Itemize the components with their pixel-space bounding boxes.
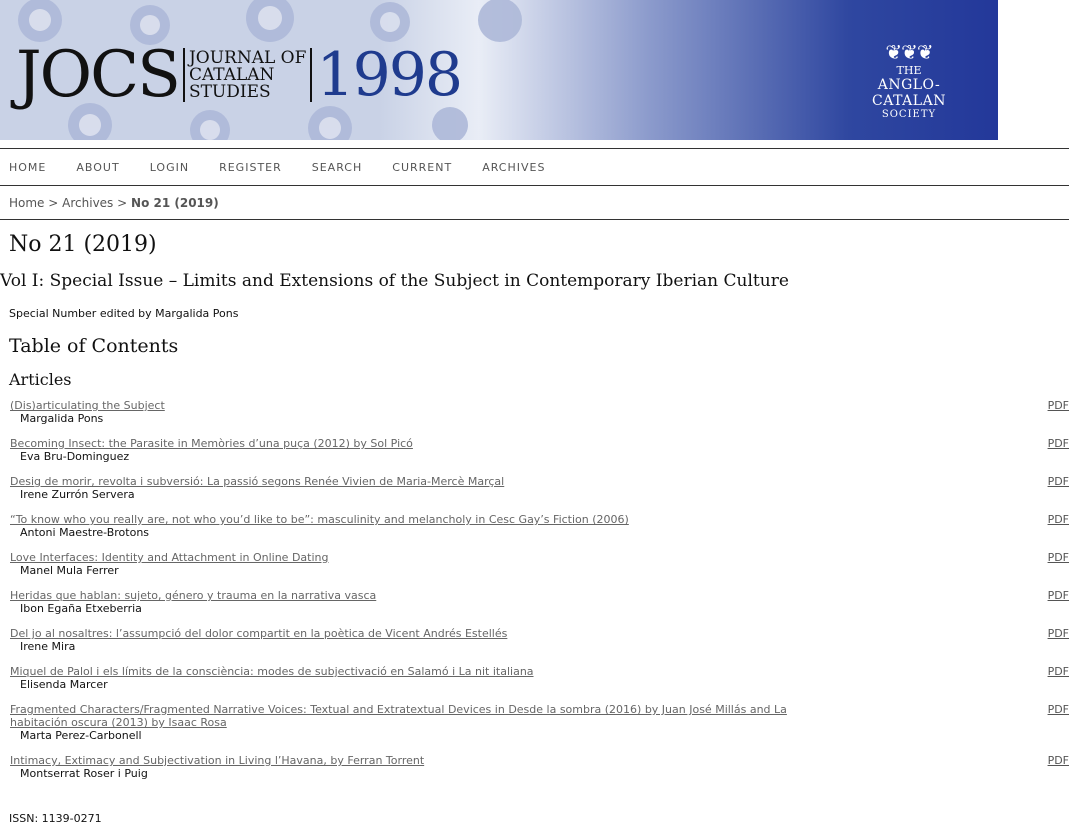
logo-journal-name bbox=[188, 47, 307, 102]
article-title-link[interactable]: Desig de morir, revolta i subversió: La passió segons Renée Vivien de Maria-Mercè Marçal bbox=[10, 475, 505, 488]
article-title-link[interactable]: Heridas que hablan: sujeto, género y trauma en la narrativa vasca bbox=[10, 589, 377, 602]
society-line-3: SOCIETY bbox=[881, 109, 937, 120]
pdf-link[interactable]: PDF bbox=[1047, 627, 1069, 640]
pdf-link[interactable]: PDF bbox=[1047, 665, 1069, 678]
list-item bbox=[0, 627, 1069, 665]
list-item bbox=[0, 703, 1069, 754]
toc-heading: Table of Contents bbox=[9, 335, 179, 357]
breadcrumb-home[interactable]: Home bbox=[9, 196, 45, 210]
breadcrumb-current[interactable]: No 21 (2019) bbox=[131, 196, 219, 210]
nav-register[interactable]: REGISTER bbox=[219, 160, 282, 174]
article-title-link[interactable]: (Dis)articulating the Subject bbox=[10, 399, 165, 412]
volume-title: Vol I: Special Issue – Limits and Extensions of the Subject in Contemporary Iberian Culture bbox=[0, 271, 789, 291]
pdf-link[interactable]: PDF bbox=[1047, 399, 1069, 412]
main-nav bbox=[0, 148, 1069, 186]
article-list bbox=[0, 399, 1069, 792]
list-item bbox=[0, 551, 1069, 589]
breadcrumb-separator: > bbox=[117, 196, 128, 210]
article-title-link[interactable]: Fragmented Characters/Fragmented Narrative Voices: Textual and Extratextual Devices in Desde la sombra (2016) by Juan José Millás and La habitación oscura (2013) by Isaac Rosa bbox=[10, 703, 787, 729]
logo-line-1: JOURNAL OF bbox=[188, 47, 307, 68]
pdf-link[interactable]: PDF bbox=[1047, 754, 1069, 767]
list-item bbox=[0, 475, 1069, 513]
list-item bbox=[0, 589, 1069, 627]
article-author: Irene Zurrón Servera bbox=[20, 488, 135, 501]
list-item bbox=[0, 399, 1069, 437]
section-heading: Articles bbox=[9, 370, 72, 389]
breadcrumb bbox=[9, 196, 219, 210]
logo-line-2: CATALAN bbox=[188, 64, 275, 85]
header-banner bbox=[0, 0, 998, 140]
article-title-link[interactable]: Love Interfaces: Identity and Attachment in Online Dating bbox=[10, 551, 329, 564]
nav-archives[interactable]: ARCHIVES bbox=[482, 160, 546, 174]
pdf-link[interactable]: PDF bbox=[1047, 703, 1069, 716]
divider bbox=[0, 219, 1069, 220]
logo-acronym: JOCS bbox=[16, 38, 179, 112]
nav-home[interactable]: HOME bbox=[9, 160, 47, 174]
pdf-link[interactable]: PDF bbox=[1047, 589, 1069, 602]
article-author: Antoni Maestre-Brotons bbox=[20, 526, 150, 539]
nav-login[interactable]: LOGIN bbox=[149, 160, 190, 174]
anglo-catalan-society-logo bbox=[848, 40, 970, 120]
knot-emblem-icon: ❦❦❦ bbox=[885, 40, 933, 64]
article-author: Margalida Pons bbox=[20, 412, 104, 425]
list-item bbox=[0, 665, 1069, 703]
nav-about[interactable]: ABOUT bbox=[76, 160, 120, 174]
issn: ISSN: 1139-0271 bbox=[9, 812, 102, 825]
breadcrumb-separator: > bbox=[48, 196, 59, 210]
page-title: No 21 (2019) bbox=[9, 232, 157, 257]
article-title-link[interactable]: “To know who you really are, not who you’d like to be”: masculinity and melancholy in Cesc Gay’s Fiction (2006) bbox=[10, 513, 629, 526]
article-author: Marta Perez-Carbonell bbox=[20, 729, 142, 742]
article-title-link[interactable]: Intimacy, Extimacy and Subjectivation in Living l’Havana, by Ferran Torrent bbox=[10, 754, 425, 767]
nav-current[interactable]: CURRENT bbox=[392, 160, 453, 174]
list-item bbox=[0, 513, 1069, 551]
journal-logo bbox=[16, 40, 461, 110]
pdf-link[interactable]: PDF bbox=[1047, 475, 1069, 488]
article-author: Manel Mula Ferrer bbox=[20, 564, 119, 577]
article-title-link[interactable]: Miquel de Palol i els límits de la consciència: modes de subjectivació en Salamó i La nit italiana bbox=[10, 665, 534, 678]
list-item bbox=[0, 437, 1069, 475]
article-author: Elisenda Marcer bbox=[20, 678, 108, 691]
logo-line-3: STUDIES bbox=[188, 81, 271, 102]
society-line-2: ANGLO-CATALAN bbox=[872, 77, 946, 109]
society-line-1: THE bbox=[896, 64, 922, 77]
article-author: Ibon Egaña Etxeberria bbox=[20, 602, 142, 615]
breadcrumb-archives[interactable]: Archives bbox=[62, 196, 114, 210]
pdf-link[interactable]: PDF bbox=[1047, 551, 1069, 564]
logo-divider bbox=[183, 48, 185, 102]
article-author: Eva Bru-Dominguez bbox=[20, 450, 130, 463]
article-title-link[interactable]: Becoming Insect: the Parasite in Memòries d’una puça (2012) by Sol Picó bbox=[10, 437, 413, 450]
logo-divider bbox=[310, 48, 312, 102]
pdf-link[interactable]: PDF bbox=[1047, 437, 1069, 450]
pdf-link[interactable]: PDF bbox=[1047, 513, 1069, 526]
article-title-link[interactable]: Del jo al nosaltres: l’assumpció del dolor compartit en la poètica de Vicent Andrés Estellés bbox=[10, 627, 508, 640]
article-author: Montserrat Roser i Puig bbox=[20, 767, 148, 780]
logo-year: 1998 bbox=[316, 40, 462, 110]
list-item bbox=[0, 754, 1069, 792]
article-author: Irene Mira bbox=[20, 640, 76, 653]
nav-search[interactable]: SEARCH bbox=[311, 160, 363, 174]
issue-description: Special Number edited by Margalida Pons bbox=[9, 307, 239, 320]
